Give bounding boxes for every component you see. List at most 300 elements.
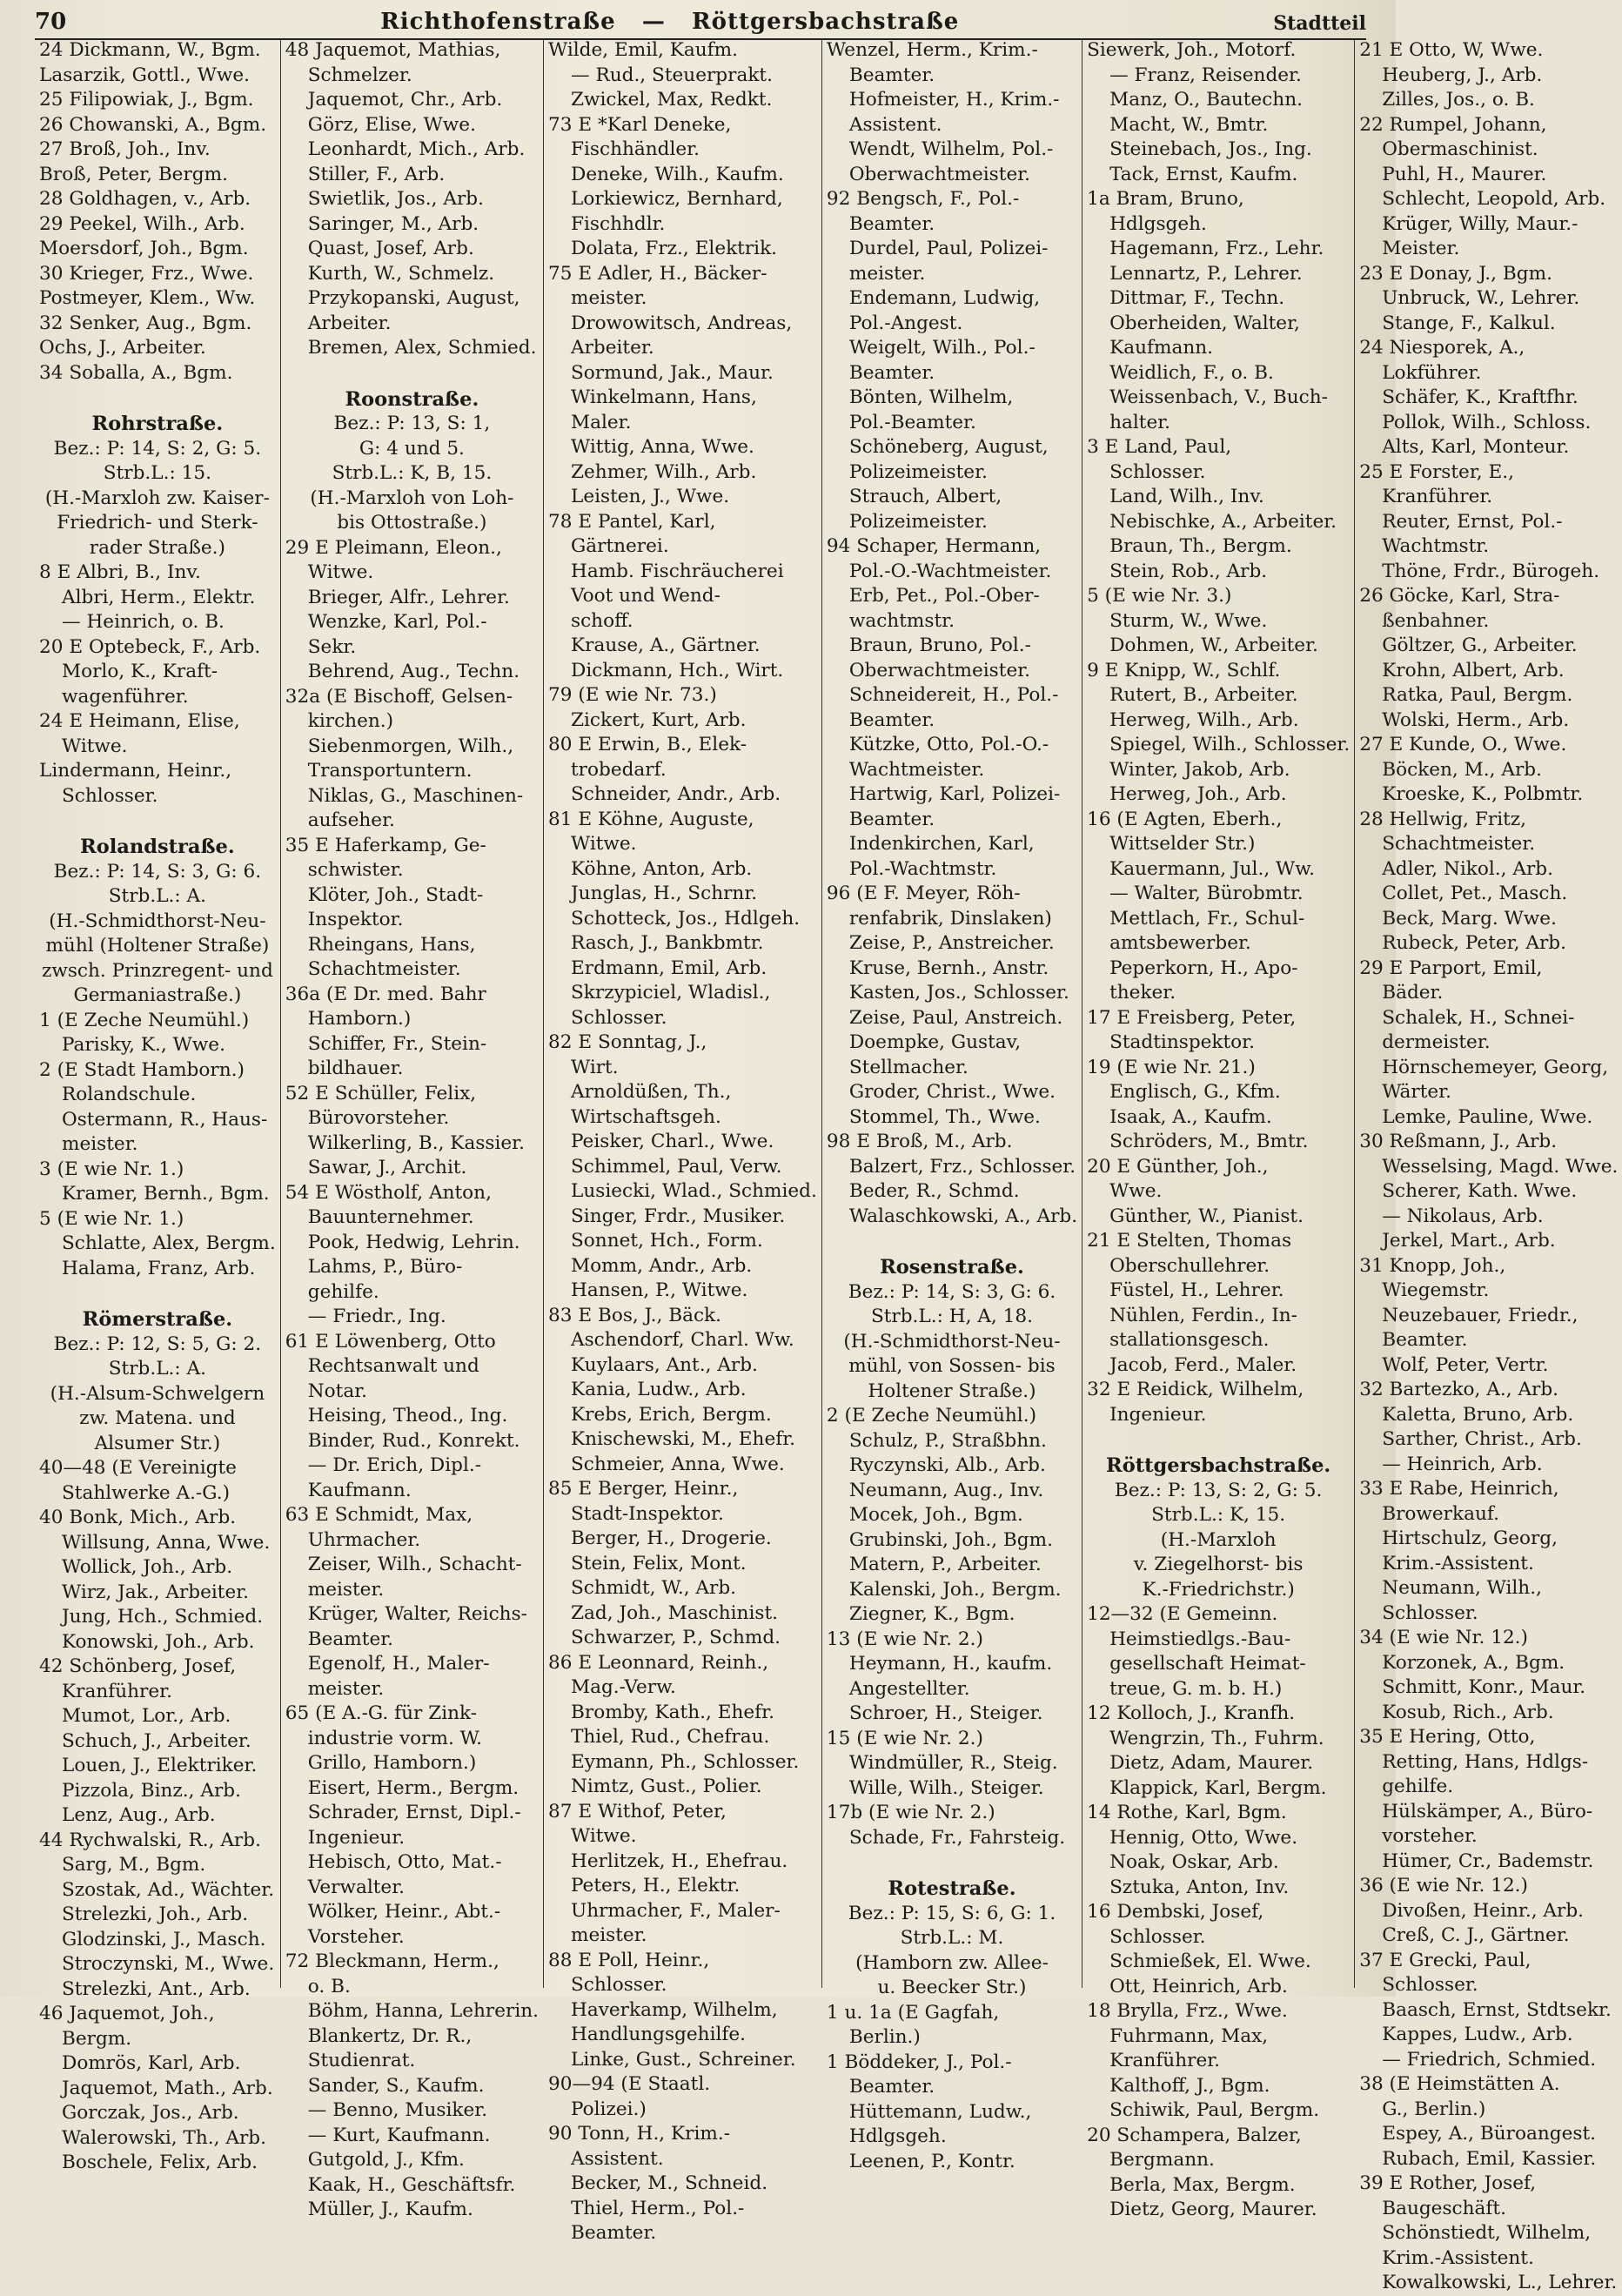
directory-line: meister. bbox=[848, 262, 926, 285]
directory-line: Zad, Joh., Maschinist. bbox=[571, 1601, 778, 1624]
directory-line: Eymann, Ph., Schlosser. bbox=[571, 1750, 800, 1773]
directory-line: meister. bbox=[307, 1677, 385, 1700]
directory-line: Assistent. bbox=[571, 2147, 664, 2170]
directory-line: Heuberg, J., Arb. bbox=[1382, 64, 1543, 86]
directory-line: Drowowitsch, Andreas, bbox=[571, 312, 793, 334]
directory-line: Schmeier, Anna, Wwe. bbox=[571, 1453, 785, 1475]
directory-line: 38 (E Heimstätten A. bbox=[1359, 2073, 1560, 2095]
directory-line: Endemann, Ludwig, bbox=[848, 287, 1041, 309]
directory-line: Schneider, Andr., Arb. bbox=[571, 783, 781, 805]
directory-line: Krüger, Willy, Maur.- bbox=[1382, 212, 1578, 235]
directory-line: Matern, P., Arbeiter. bbox=[848, 1554, 1042, 1575]
directory-line: Strelezki, Joh., Arb. bbox=[62, 1903, 249, 1925]
directory-line: Pollok, Wilh., Schloss. bbox=[1382, 411, 1592, 433]
directory-line: Thiel, Herm., Pol.- bbox=[571, 2197, 745, 2219]
directory-line: 27 E Kunde, O., Wwe. bbox=[1359, 734, 1567, 755]
page-header bbox=[35, 0, 1366, 40]
directory-line: Kuylaars, Ant., Arb. bbox=[571, 1353, 758, 1376]
directory-line: — Walter, Bürobmtr. bbox=[1109, 883, 1304, 904]
directory-line: 3 E Land, Paul, bbox=[1087, 436, 1232, 458]
directory-line: Uhrmacher, F., Maler- bbox=[571, 1899, 781, 1922]
directory-line: 26 Chowanski, A., Bgm. bbox=[39, 113, 267, 136]
directory-line: 36 (E wie Nr. 12.) bbox=[1359, 1875, 1528, 1897]
directory-line: Schachtmeister. bbox=[1382, 833, 1536, 855]
directory-line: Fuhrmann, Max, bbox=[1109, 2024, 1269, 2047]
directory-line: Köhne, Anton, Arb. bbox=[571, 857, 753, 880]
directory-line: Maler. bbox=[571, 411, 632, 433]
directory-line: Adler, Nikol., Arb. bbox=[1382, 857, 1553, 880]
directory-line: Baasch, Ernst, Stdtsekr. bbox=[1382, 1998, 1612, 2021]
directory-line: 5 (E wie Nr. 1.) bbox=[39, 1207, 184, 1230]
directory-line: Skrzypiciel, Wladisl., bbox=[571, 982, 771, 1004]
directory-line: Behrend, Aug., Techn. bbox=[307, 661, 520, 682]
directory-line: Zeise, P., Anstreicher. bbox=[848, 932, 1055, 954]
directory-line: Ostermann, R., Haus- bbox=[62, 1108, 268, 1131]
directory-line: Domrös, Karl, Arb. bbox=[62, 2052, 241, 2074]
directory-line: Strb.L.: H, A, 18. bbox=[870, 1306, 1033, 1327]
directory-line: Hartwig, Karl, Polizei- bbox=[848, 783, 1061, 805]
directory-line: Eisert, Herm., Bergm. bbox=[307, 1776, 519, 1799]
directory-line: — Dr. Erich, Dipl.- bbox=[307, 1454, 482, 1476]
directory-line: (H.-Alsum-Schwelgern bbox=[50, 1382, 265, 1405]
directory-line: Kalthoff, J., Bgm. bbox=[1109, 2074, 1270, 2097]
directory-line: Schlosser. bbox=[1109, 460, 1206, 483]
directory-line: Stommel, Th., Wwe. bbox=[848, 1105, 1041, 1128]
directory-line: Schrader, Ernst, Dipl.- bbox=[307, 1802, 521, 1823]
directory-line: Albri, Herm., Elektr. bbox=[62, 586, 256, 608]
directory-line: Rubeck, Peter, Arb. bbox=[1382, 932, 1566, 954]
directory-line: 40—48 (E Vereinigte bbox=[39, 1457, 237, 1479]
directory-line: 87 E Withof, Peter, bbox=[548, 1800, 727, 1823]
directory-line: Junglas, H., Schrnr. bbox=[571, 883, 758, 904]
directory-line: 88 E Poll, Heinr., bbox=[548, 1949, 710, 1971]
directory-line: Weidlich, F., o. B. bbox=[1109, 361, 1274, 384]
directory-line: gehilfe. bbox=[1382, 1776, 1454, 1797]
directory-line: Uhrmacher. bbox=[307, 1528, 421, 1551]
directory-line: Klappick, Karl, Bergm. bbox=[1109, 1776, 1327, 1799]
directory-line: Lasarzik, Gottl., Wwe. bbox=[39, 64, 251, 86]
directory-line: gehilfe. bbox=[307, 1280, 379, 1303]
directory-line: (H.-Schmidthorst-Neu- bbox=[843, 1330, 1061, 1353]
directory-line: 24 Niesporek, A., bbox=[1359, 337, 1525, 359]
directory-line: Sarther, Christ., Arb. bbox=[1382, 1428, 1582, 1450]
directory-line: bis Ottostraße.) bbox=[337, 512, 487, 534]
directory-line: 65 (E A.-G. für Zink- bbox=[285, 1702, 478, 1724]
directory-line: Wachtmstr. bbox=[1382, 535, 1490, 557]
directory-line: Göltzer, G., Arbeiter. bbox=[1382, 634, 1578, 656]
directory-line: Moersdorf, Joh., Bgm. bbox=[39, 238, 249, 259]
directory-line: Böcken, M., Arb. bbox=[1382, 758, 1542, 781]
directory-line: Schönstiedt, Wilhelm, bbox=[1382, 2222, 1592, 2244]
directory-line: Knischewski, M., Ehefr. bbox=[571, 1428, 796, 1450]
directory-line: Beamter. bbox=[848, 808, 935, 830]
directory-line: Dickmann, Hch., Wirt. bbox=[571, 659, 784, 681]
directory-line: Polizeimeister. bbox=[848, 460, 988, 483]
directory-line: Gutgold, J., Kfm. bbox=[307, 2149, 465, 2171]
directory-line: 12—32 (E Gemeinn. bbox=[1087, 1603, 1278, 1625]
directory-line: Studienrat. bbox=[307, 2050, 416, 2071]
directory-line: 32 Senker, Aug., Bgm. bbox=[39, 312, 252, 334]
directory-line: theker. bbox=[1109, 982, 1176, 1004]
directory-line: Rolandschule. bbox=[62, 1084, 197, 1105]
directory-line: 72 Bleckmann, Herm., bbox=[285, 1950, 499, 1972]
directory-line: Ratka, Paul, Bergm. bbox=[1382, 684, 1573, 706]
directory-line: 29 Peekel, Wilh., Arb. bbox=[39, 212, 245, 235]
directory-line: Kroeske, K., Polbmtr. bbox=[1382, 783, 1584, 805]
directory-line: Macht, W., Bmtr. bbox=[1109, 113, 1269, 136]
directory-line: Polizei.) bbox=[571, 2098, 647, 2120]
directory-line: 16 Dembski, Josef, bbox=[1087, 1901, 1264, 1923]
directory-line: Bez.: P: 13, S: 1, bbox=[333, 413, 491, 434]
directory-line: Bergm. bbox=[62, 2027, 132, 2050]
directory-line: 23 E Donay, J., Bgm. bbox=[1359, 262, 1552, 285]
directory-line: Transportuntern. bbox=[307, 760, 473, 782]
directory-line: 18 Brylla, Frz., Wwe. bbox=[1087, 2000, 1288, 2022]
directory-line: Schröders, M., Bmtr. bbox=[1109, 1131, 1309, 1152]
directory-line: Hörnschemeyer, Georg, bbox=[1382, 1056, 1609, 1078]
directory-line: meister. bbox=[307, 1578, 385, 1601]
directory-line: Leenen, P., Kontr. bbox=[848, 2150, 1015, 2172]
directory-line: Herweg, Joh., Arb. bbox=[1109, 783, 1287, 805]
directory-line: Strb.L.: M. bbox=[900, 1927, 1004, 1949]
directory-line: Beamter. bbox=[571, 2222, 657, 2244]
title-right: Röttgersbachstraße bbox=[692, 9, 960, 35]
directory-line: Schlosser. bbox=[1382, 1601, 1478, 1624]
directory-line: Krim.-Assistent. bbox=[1382, 1552, 1534, 1574]
directory-line: Hofmeister, H., Krim.- bbox=[848, 89, 1060, 111]
directory-line: Meister. bbox=[1382, 238, 1460, 259]
directory-line: Krohn, Albert, Arb. bbox=[1382, 659, 1565, 681]
directory-line: 20 E Günther, Joh., bbox=[1087, 1155, 1269, 1178]
directory-line: G: 4 und 5. bbox=[359, 437, 465, 460]
directory-line: 90 Tonn, H., Krim.- bbox=[548, 2123, 731, 2145]
directory-line: Sawar, J., Archit. bbox=[307, 1157, 467, 1178]
directory-line: Kranführer. bbox=[62, 1680, 172, 1702]
directory-line: Haverkamp, Wilhelm, bbox=[571, 1998, 778, 2021]
directory-line: Kasten, Jos., Schlosser. bbox=[848, 982, 1069, 1004]
directory-line: Sonnet, Hch., Form. bbox=[571, 1230, 763, 1252]
directory-line: Wölker, Heinr., Abt.- bbox=[307, 1901, 501, 1923]
directory-line: Alsumer Str.) bbox=[94, 1432, 221, 1454]
directory-line: Herweg, Wilh., Arb. bbox=[1109, 708, 1299, 731]
directory-line: Stroczynski, M., Wwe. bbox=[62, 1953, 275, 1975]
directory-line: Konowski, Joh., Arb. bbox=[62, 1630, 255, 1653]
directory-line: Beamter. bbox=[848, 2076, 935, 2098]
directory-line: 90—94 (E Staatl. bbox=[548, 2073, 711, 2095]
directory-line: Hamborn.) bbox=[307, 1008, 412, 1030]
directory-line: Schuch, J., Arbeiter. bbox=[62, 1729, 251, 1752]
directory-line: 19 (E wie Nr. 21.) bbox=[1087, 1056, 1256, 1078]
street-heading: Rolandstraße. bbox=[80, 836, 235, 858]
directory-line: Krim.-Assistent. bbox=[1382, 2246, 1534, 2269]
directory-line: Lokführer. bbox=[1382, 361, 1482, 384]
directory-line: Ryczynski, Alb., Arb. bbox=[848, 1454, 1046, 1476]
directory-line: Bönten, Wilhelm, bbox=[848, 386, 1014, 408]
directory-line: Puhl, H., Maurer. bbox=[1382, 163, 1547, 185]
directory-line: 34 (E wie Nr. 12.) bbox=[1359, 1627, 1528, 1648]
directory-line: Sander, S., Kaufm. bbox=[307, 2074, 485, 2097]
directory-line: Kaufmann. bbox=[307, 1479, 412, 1501]
directory-line: Füstel, H., Lehrer. bbox=[1109, 1279, 1284, 1301]
directory-line: Obermaschinist. bbox=[1382, 138, 1538, 160]
directory-line: Isaak, A., Kaufm. bbox=[1109, 1105, 1272, 1128]
directory-line: zwsch. Prinzregent- und bbox=[41, 959, 273, 982]
street-heading: Rosenstraße. bbox=[880, 1256, 1024, 1279]
directory-line: meister. bbox=[571, 287, 647, 309]
directory-line: Ziegner, K., Bgm. bbox=[848, 1603, 1015, 1625]
directory-line: Polizeimeister. bbox=[848, 510, 988, 533]
directory-line: Schotteck, Jos., Hdlgeh. bbox=[571, 907, 801, 930]
directory-line: Hamb. Fischräucherei bbox=[571, 560, 784, 582]
directory-line: Morlo, K., Kraft- bbox=[62, 661, 218, 682]
directory-line: Heimstiedlgs.-Bau- bbox=[1109, 1628, 1291, 1650]
directory-line: Kauermann, Jul., Ww. bbox=[1109, 857, 1316, 880]
directory-line: Jaquemot, Chr., Arb. bbox=[307, 89, 503, 111]
directory-line: Durdel, Paul, Polizei- bbox=[848, 238, 1049, 259]
directory-line: 80 E Erwin, B., Elek- bbox=[548, 734, 747, 755]
directory-line: Wwe. bbox=[1109, 1180, 1163, 1202]
directory-line: Arbeiter. bbox=[571, 337, 654, 359]
directory-line: Oberheiden, Walter, bbox=[1109, 312, 1300, 334]
directory-line: Winter, Jakob, Arb. bbox=[1109, 758, 1290, 781]
directory-line: Beck, Marg. Wwe. bbox=[1382, 907, 1557, 930]
directory-line: Hümer, Cr., Bademstr. bbox=[1382, 1850, 1594, 1872]
directory-line: Lindermann, Heinr., bbox=[39, 760, 232, 782]
directory-line: Wesselsing, Magd. Wwe. bbox=[1382, 1155, 1619, 1178]
directory-line: Erb, Pet., Pol.-Ober- bbox=[848, 585, 1040, 607]
directory-line: Brieger, Alfr., Lehrer. bbox=[307, 586, 510, 608]
directory-line: Germaniastraße.) bbox=[73, 984, 242, 1006]
directory-line: Niklas, G., Maschinen- bbox=[307, 784, 524, 807]
directory-line: Krebs, Erich, Bergm. bbox=[571, 1403, 772, 1426]
directory-line: 29 E Parport, Emil, bbox=[1359, 957, 1543, 979]
directory-line: Schlatte, Alex, Bergm. bbox=[62, 1232, 276, 1254]
directory-line: Bez.: P: 14, S: 2, G: 5. bbox=[53, 437, 262, 460]
directory-line: Stadt-Inspektor. bbox=[571, 1502, 724, 1525]
directory-line: 63 E Schmidt, Max, bbox=[285, 1504, 473, 1526]
directory-line: 73 E *Karl Deneke, bbox=[548, 113, 732, 136]
directory-line: 22 Rumpel, Johann, bbox=[1359, 113, 1547, 136]
directory-line: Zeise, Paul, Anstreich. bbox=[848, 1006, 1063, 1029]
directory-line: Rutert, B., Arbeiter. bbox=[1109, 684, 1298, 706]
directory-line: Windmüller, R., Steig. bbox=[848, 1752, 1058, 1774]
directory-line: Noak, Oskar, Arb. bbox=[1109, 1851, 1279, 1873]
directory-line: 83 E Bos, J., Bäck. bbox=[548, 1304, 722, 1326]
directory-line: Beamter. bbox=[848, 708, 935, 731]
directory-line: 44 Rychwalski, R., Arb. bbox=[39, 1829, 261, 1851]
directory-line: Jaquemot, Math., Arb. bbox=[62, 2077, 273, 2099]
directory-line: Schneidereit, H., Pol.- bbox=[848, 684, 1059, 706]
directory-line: 36a (E Dr. med. Bahr bbox=[285, 983, 486, 1005]
directory-line: 12 Kolloch, J., Kranfh. bbox=[1087, 1702, 1296, 1724]
directory-line: Sormund, Jak., Maur. bbox=[571, 361, 774, 384]
directory-line: Witwe. bbox=[571, 1825, 637, 1847]
directory-line: Voot und Wend- bbox=[571, 585, 721, 607]
directory-line: Schlecht, Leopold, Arb. bbox=[1382, 188, 1606, 210]
directory-line: 82 E Sonntag, J., bbox=[548, 1031, 707, 1053]
directory-line: 48 Jaquemot, Mathias, bbox=[285, 39, 501, 61]
directory-line: 1a Bram, Bruno, bbox=[1087, 188, 1244, 210]
directory-line: dermeister. bbox=[1382, 1031, 1491, 1053]
directory-line: bildhauer. bbox=[307, 1057, 404, 1079]
directory-line: Zehmer, Wilh., Arb. bbox=[571, 460, 757, 483]
directory-line: Doempke, Gustav, bbox=[848, 1031, 1022, 1053]
directory-line: Thiel, Rud., Chefrau. bbox=[571, 1726, 770, 1748]
directory-line: Berlin.) bbox=[848, 2026, 921, 2048]
directory-line: Divoßen, Heinr., Arb. bbox=[1382, 1899, 1585, 1922]
directory-line: Lennartz, P., Lehrer. bbox=[1109, 262, 1303, 285]
directory-line: 16 (E Agten, Eberh., bbox=[1087, 808, 1283, 830]
directory-line: 1 Böddeker, J., Pol.- bbox=[826, 2051, 1012, 2073]
directory-line: Inspektor. bbox=[307, 909, 404, 930]
directory-line: Quast, Josef, Arb. bbox=[307, 238, 474, 259]
directory-line: Nebischke, A., Arbeiter. bbox=[1109, 510, 1337, 533]
directory-line: Unbruck, W., Lehrer. bbox=[1382, 287, 1580, 309]
directory-line: Günther, W., Pianist. bbox=[1109, 1205, 1304, 1227]
directory-line: Beamter. bbox=[848, 212, 935, 235]
directory-line: 75 E Adler, H., Bäcker- bbox=[548, 262, 767, 285]
directory-line: Siewerk, Joh., Motorf. bbox=[1087, 39, 1297, 61]
directory-line: (H.-Schmidthorst-Neu- bbox=[49, 910, 266, 932]
directory-line: halter. bbox=[1109, 411, 1171, 433]
street-heading: Röttgersbachstraße. bbox=[1106, 1454, 1331, 1477]
directory-line: aufseher. bbox=[307, 809, 395, 831]
directory-line: Rubach, Emil, Kassier. bbox=[1382, 2147, 1597, 2170]
directory-line: 20 E Optebeck, F., Arb. bbox=[39, 635, 261, 658]
directory-line: 9 E Knipp, W., Schlf. bbox=[1087, 659, 1281, 681]
directory-line: Pol.-Angest. bbox=[848, 312, 963, 334]
directory-line: Oberschullehrer. bbox=[1109, 1254, 1270, 1277]
directory-line: Wollick, Joh., Arb. bbox=[62, 1556, 233, 1578]
directory-line: Singer, Frdr., Musiker. bbox=[571, 1205, 786, 1227]
directory-line: 17b (E wie Nr. 2.) bbox=[826, 1802, 995, 1823]
directory-line: Hagemann, Frz., Lehr. bbox=[1109, 238, 1324, 259]
directory-line: Kaak, H., Geschäftsfr. bbox=[307, 2173, 516, 2196]
directory-line: Schiwik, Paul, Bergm. bbox=[1109, 2099, 1320, 2121]
directory-line: Kappes, Ludw., Arb. bbox=[1382, 2024, 1573, 2045]
directory-line: Ott, Heinrich, Arb. bbox=[1109, 1975, 1288, 1997]
directory-line: (H.-Marxloh von Loh- bbox=[310, 487, 514, 509]
directory-line: Blankertz, Dr. R., bbox=[307, 2024, 473, 2047]
directory-line: Lusiecki, Wlad., Schmied. bbox=[571, 1180, 817, 1202]
directory-line: Bauunternehmer. bbox=[307, 1206, 474, 1228]
directory-line: Stein, Felix, Mont. bbox=[571, 1552, 747, 1574]
directory-line: (Hamborn zw. Allee- bbox=[855, 1951, 1049, 1974]
directory-line: Willsung, Anna, Wwe. bbox=[62, 1531, 271, 1554]
directory-line: Wirtschaftsgeh. bbox=[571, 1105, 721, 1128]
directory-line: Reuter, Ernst, Pol.- bbox=[1382, 510, 1563, 533]
directory-line: Zilles, Jos., o. B. bbox=[1382, 89, 1535, 111]
directory-line: 32 E Reidick, Wilhelm, bbox=[1087, 1379, 1304, 1400]
title-separator: — bbox=[641, 9, 666, 35]
directory-line: Witwe. bbox=[62, 735, 128, 757]
directory-line: Schlosser. bbox=[62, 784, 158, 807]
directory-line: Winkelmann, Hans, bbox=[571, 386, 757, 408]
directory-line: 25 E Forster, E., bbox=[1359, 460, 1515, 483]
directory-line: 92 Bengsch, F., Pol.- bbox=[826, 188, 1020, 210]
directory-line: Szostak, Ad., Wächter. bbox=[62, 1878, 275, 1901]
directory-line: Notar. bbox=[307, 1380, 368, 1402]
directory-line: Pol.-Wachtmstr. bbox=[848, 857, 997, 880]
directory-line: — Heinrich, o. B. bbox=[62, 611, 225, 633]
directory-line: Hülskämper, A., Büro- bbox=[1382, 1800, 1593, 1823]
directory-line: 20 Schampera, Balzer, bbox=[1087, 2124, 1302, 2146]
directory-line: 94 Schaper, Hermann, bbox=[826, 535, 1042, 557]
directory-line: amtsbewerber. bbox=[1109, 932, 1251, 954]
directory-line: Parisky, K., Wwe. bbox=[62, 1034, 225, 1056]
directory-line: Linke, Gust., Schreiner. bbox=[571, 2048, 796, 2071]
directory-line: Baugeschäft. bbox=[1382, 2197, 1506, 2219]
directory-line: Collet, Pet., Masch. bbox=[1382, 883, 1568, 904]
directory-line: — Friedr., Ing. bbox=[307, 1306, 446, 1327]
directory-line: Sztuka, Anton, Inv. bbox=[1109, 1876, 1290, 1898]
directory-line: 39 E Rother, Josef, bbox=[1359, 2172, 1537, 2194]
directory-line: Kützke, Otto, Pol.-O.- bbox=[848, 734, 1049, 755]
directory-line: Kosub, Rich., Arb. bbox=[1382, 1701, 1554, 1723]
directory-line: Beamter. bbox=[848, 361, 935, 384]
directory-line: vorsteher. bbox=[1382, 1825, 1478, 1847]
directory-line: Espey, A., Büroangest. bbox=[1382, 2123, 1596, 2145]
directory-line: Swietlik, Jos., Arb. bbox=[307, 188, 484, 210]
street-heading: Rohrstraße. bbox=[91, 413, 224, 435]
directory-line: Kalenski, Joh., Bergm. bbox=[848, 1578, 1062, 1601]
directory-line: Mettlach, Fr., Schul- bbox=[1109, 907, 1305, 930]
directory-line: Zwickel, Max, Redkt. bbox=[571, 89, 773, 111]
directory-line: meister. bbox=[62, 1133, 138, 1155]
directory-line: Hdlgsgeh. bbox=[848, 2125, 947, 2147]
directory-line: Rheingans, Hans, bbox=[307, 933, 476, 956]
directory-line: Bez.: P: 14, S: 3, G: 6. bbox=[53, 860, 262, 883]
directory-line: Heising, Theod., Ing. bbox=[307, 1405, 508, 1427]
directory-line: Retting, Hans, Hdlgs- bbox=[1382, 1750, 1589, 1773]
directory-line: Schroer, H., Steiger. bbox=[848, 1702, 1043, 1724]
directory-line: Oberwachtmeister. bbox=[848, 659, 1031, 681]
directory-line: — Rud., Steuerprakt. bbox=[571, 64, 773, 86]
directory-line: Schäfer, K., Kraftfhr. bbox=[1382, 386, 1578, 408]
directory-line: Deneke, Wilh., Kaufm. bbox=[571, 163, 784, 185]
directory-line: Neumann, Aug., Inv. bbox=[848, 1479, 1044, 1501]
directory-line: 2 (E Stadt Hamborn.) bbox=[39, 1058, 245, 1081]
directory-line: 54 E Wöstholf, Anton, bbox=[285, 1181, 492, 1204]
directory-line: Korzonek, A., Bgm. bbox=[1382, 1651, 1565, 1674]
directory-line: Wilkerling, B., Kassier. bbox=[307, 1131, 525, 1154]
directory-line: Müller, J., Kaufm. bbox=[307, 2199, 473, 2220]
directory-line: Lorkiewicz, Bernhard, bbox=[571, 188, 783, 210]
directory-line: Erdmann, Emil, Arb. bbox=[571, 957, 767, 979]
directory-line: Schmießek, El. Wwe. bbox=[1109, 1950, 1311, 1972]
directory-line: 29 E Pleimann, Eleon., bbox=[285, 536, 502, 559]
directory-line: Binder, Rud., Konrekt. bbox=[307, 1429, 520, 1452]
directory-line: kirchen.) bbox=[307, 710, 394, 732]
directory-line: Assistent. bbox=[848, 113, 942, 136]
directory-line: Braun, Bruno, Pol.- bbox=[848, 634, 1031, 656]
directory-line: Louen, J., Elektriker. bbox=[62, 1755, 258, 1776]
directory-line: Klöter, Joh., Stadt- bbox=[307, 883, 484, 906]
directory-line: Bäder. bbox=[1382, 982, 1444, 1004]
directory-line: Strb.L.: 15. bbox=[103, 462, 211, 484]
directory-line: Beder, R., Schmd. bbox=[848, 1180, 1020, 1202]
directory-line: Saringer, M., Arb. bbox=[307, 212, 479, 235]
column-2 bbox=[281, 38, 544, 2220]
directory-line: Witwe. bbox=[307, 561, 374, 583]
directory-line: Beamter. bbox=[1382, 1329, 1468, 1351]
directory-line: 78 E Pantel, Karl, bbox=[548, 510, 716, 533]
directory-line: Strelezki, Ant., Arb. bbox=[62, 1977, 251, 2000]
directory-line: gesellschaft Heimat- bbox=[1109, 1653, 1306, 1675]
directory-line: Schlosser. bbox=[571, 1006, 667, 1029]
directory-line: Wendt, Wilhelm, Pol.- bbox=[848, 138, 1054, 160]
column-6 bbox=[1355, 38, 1622, 2293]
